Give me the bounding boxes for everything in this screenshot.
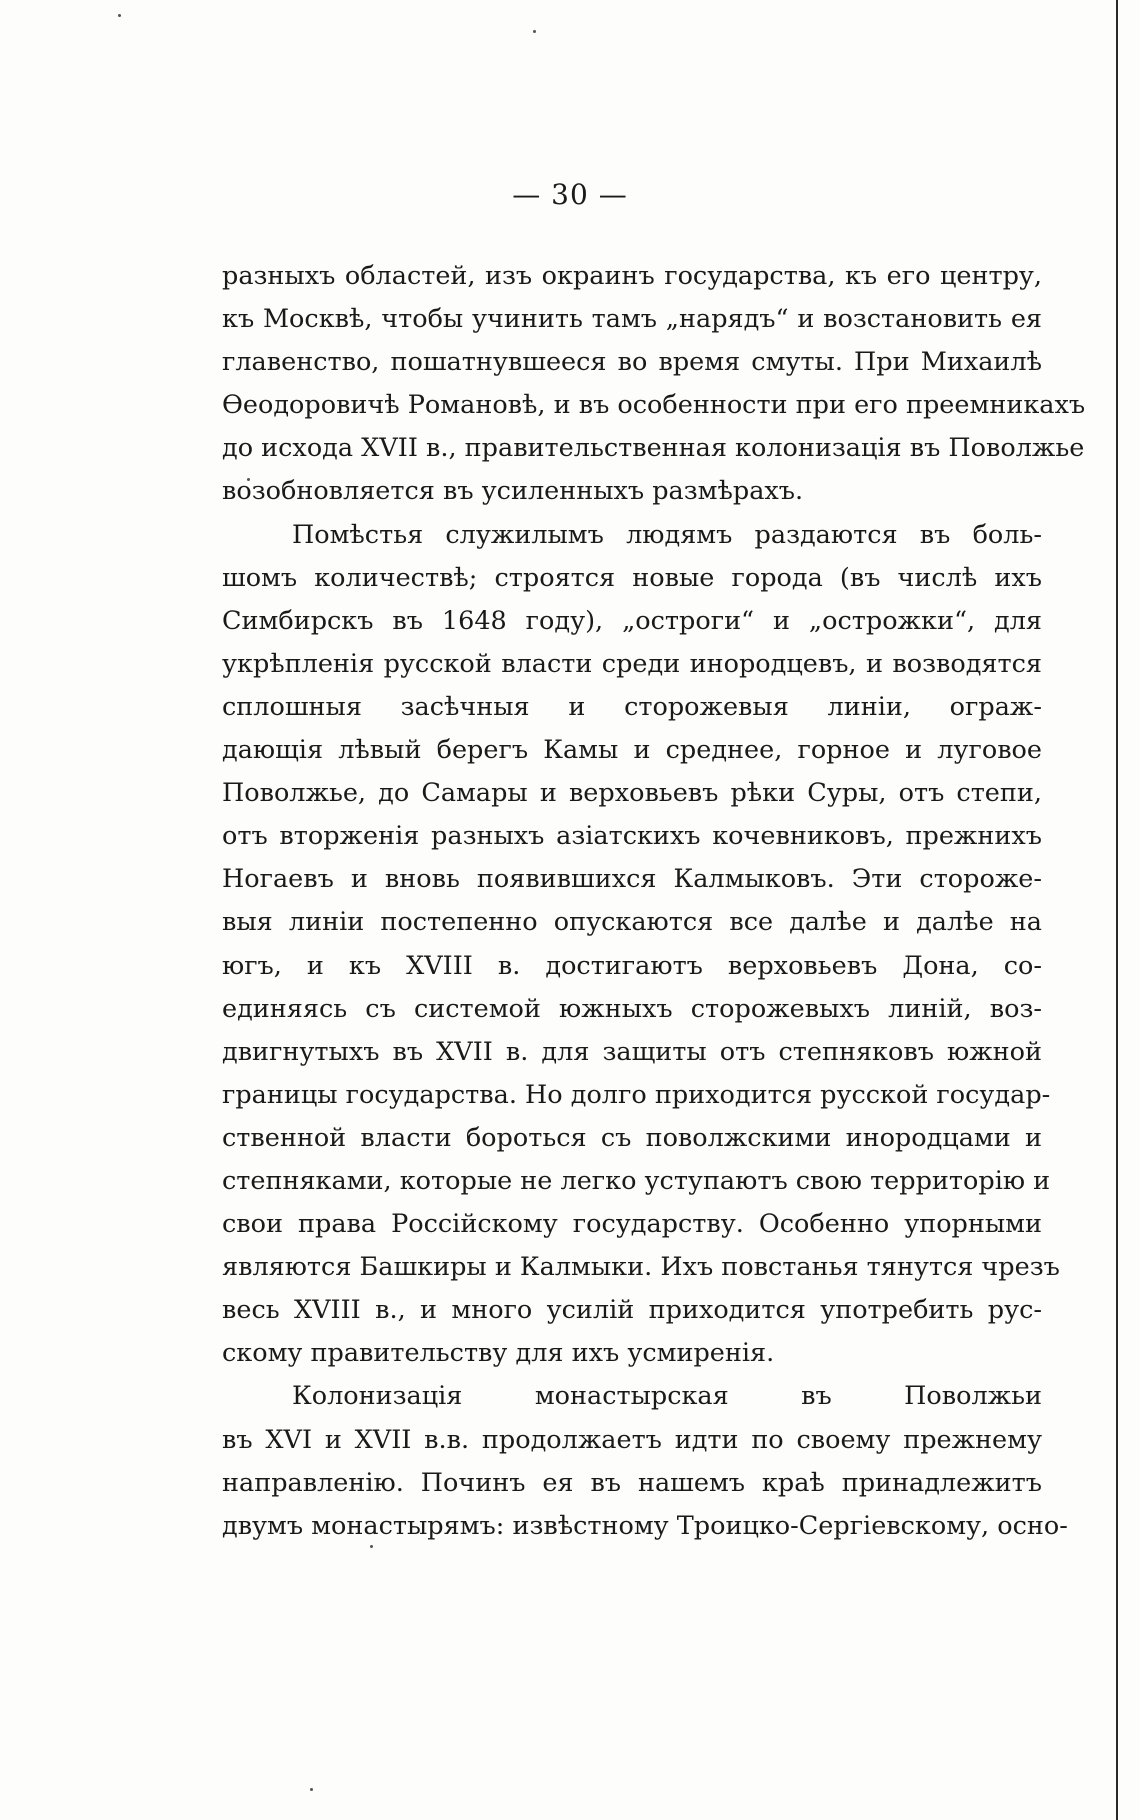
print-speck: [310, 1788, 313, 1791]
text-line: отъ вторженія разныхъ азіатскихъ кочевниковъ, прежнихъ: [222, 821, 1042, 852]
text-line: являются Башкиры и Калмыки. Ихъ повстанья тянутся чрезъ: [222, 1252, 1060, 1283]
text-line: двигнутыхъ въ XVII в. для защиты отъ степняковъ южной: [222, 1036, 1042, 1067]
text-line: до исхода XVII в., правительственная колонизація въ Поволжье: [222, 433, 1085, 464]
text-line: къ Москвѣ, чтобы учинить тамъ „нарядъ“ и возстановить ея: [222, 304, 1042, 335]
text-line: Ногаевъ и вновь появившихся Калмыковъ. Эти стороже-: [222, 864, 1042, 895]
text-line: Поволжье, до Самары и верховьевъ рѣки Суры, отъ степи,: [222, 778, 1042, 809]
text-line: направленію. Починъ ея въ нашемъ краѣ принадлежитъ: [222, 1467, 1042, 1498]
text-line: выя линіи постепенно опускаются все далѣе и далѣе на: [222, 907, 1042, 938]
print-speck: [118, 14, 121, 17]
text-line: Колонизація монастырская въ Поволжьи: [292, 1381, 1042, 1412]
paragraph-3: [222, 1375, 1068, 1547]
text-line: дающія лѣвый берегъ Камы и среднее, горное и луговое: [222, 735, 1042, 766]
text-line: въ XVI и XVII в.в. продолжаетъ идти по своему прежнему: [222, 1424, 1042, 1455]
text-line: ственной власти бороться съ поволжскими инородцами и: [222, 1122, 1042, 1153]
text-line: главенство, пошатнувшееся во время смуты. При Михаилѣ: [222, 347, 1042, 378]
paragraph-2: [222, 514, 1060, 1376]
text-line: югъ, и къ XVIII в. достигаютъ верховьевъ Дона, со-: [222, 950, 1042, 981]
text-line: Ѳеодоровичѣ Романовѣ, и въ особенности при его преемникахъ: [222, 390, 1086, 421]
text-line: разныхъ областей, изъ окраинъ государства, къ его центру,: [222, 261, 1042, 291]
text-line: возобновляется въ усиленныхъ размѣрахъ.: [222, 476, 804, 507]
text-line: Помѣстья служилымъ людямъ раздаются въ боль-: [292, 519, 1042, 550]
text-line: Симбирскъ въ 1648 году), „остроги“ и „острожки“, для: [222, 605, 1042, 636]
text-line: весь XVIII в., и много усилій приходится употребить рус-: [222, 1295, 1042, 1326]
page-number: — 30 —: [512, 178, 628, 211]
body-text: [222, 255, 1086, 1548]
paragraph-1: [222, 255, 1086, 514]
text-line: укрѣпленія русской власти среди инородцевъ, и возводятся: [222, 648, 1042, 679]
text-line: единяясь съ системой южныхъ сторожевыхъ линій, воз-: [222, 993, 1042, 1024]
text-line: скому правительству для ихъ усмиренія.: [222, 1338, 775, 1369]
text-line: шомъ количествѣ; строятся новые города (въ числѣ ихъ: [222, 562, 1042, 593]
page-edge-line: [1116, 0, 1118, 1820]
text-line: свои права Россійскому государству. Особенно упорными: [222, 1209, 1042, 1240]
print-speck: [533, 30, 536, 33]
text-line: двумъ монастырямъ: извѣстному Троицко-Сергіевскому, осно-: [222, 1510, 1068, 1541]
text-line: степняками, которые не легко уступаютъ свою территорію и: [222, 1165, 1051, 1196]
text-line: сплошныя засѣчныя и сторожевыя линіи, ограж-: [222, 691, 1042, 722]
text-line: границы государства. Но долго приходится русской государ-: [222, 1079, 1051, 1110]
